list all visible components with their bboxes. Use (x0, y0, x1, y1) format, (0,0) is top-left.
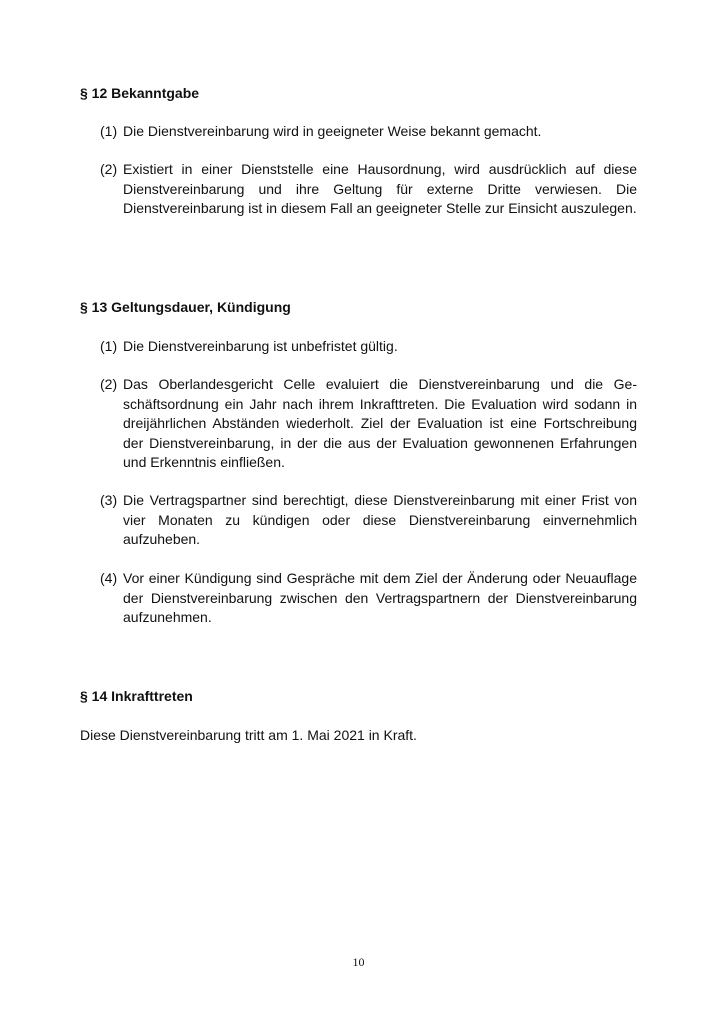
section-14-heading: § 14 Inkrafttreten (80, 688, 193, 704)
item-number: (1) (100, 123, 118, 139)
item-text: Die Dienstvereinbarung wird in geeigneter Weise bekannt gemacht. (123, 123, 542, 139)
item-text: Existiert in einer Dienststelle eine Hausordnung, wird ausdrücklich auf diese Dienstvereinbarung und ihre Geltung für externe Dritte verwiesen. Die Dienstvereinbarung ist in diesem Fall an geeigneter Stelle zur Einsicht auszulegen. (123, 161, 637, 217)
section-12-item-2 (100, 160, 637, 219)
item-number: (2) (100, 161, 118, 177)
section-13-item-3 (100, 491, 637, 550)
section-13-item-4 (100, 569, 637, 628)
item-text: Die Dienstvereinbarung ist unbefristet gültig. (123, 338, 398, 354)
section-12-item-1 (100, 122, 637, 142)
section-13-item-2 (100, 375, 637, 473)
page-number: 10 (352, 955, 365, 969)
section-13-item-1 (100, 337, 637, 357)
item-text: Vor einer Kündigung sind Gespräche mit dem Ziel der Änderung oder Neuauflage der Dienstvereinbarung zwischen den Vertragspartnern der Dienstvereinbarung aufzunehmen. (123, 570, 637, 626)
item-number: (4) (100, 570, 118, 586)
item-text: Das Oberlandesgericht Celle evaluiert die Dienstvereinbarung und die Geschäftsordnung ein Jahr nach ihrem Inkrafttreten. Die Evaluation wird sodann in dreijährlichen Abständen wiederholt. Ziel der Evaluation ist eine Fortschreibung der Dienstvereinbarung, in der die aus der Evaluation gewonnenen Erfahrungen und Erkenntnis einfließen. (123, 376, 637, 471)
item-number: (3) (100, 492, 118, 508)
item-number: (1) (100, 338, 118, 354)
section-12-heading: § 12 Bekanntgabe (80, 85, 200, 101)
item-number: (2) (100, 376, 118, 392)
item-text: Die Vertragspartner sind berechtigt, diese Dienstvereinbarung mit einer Frist von vier Monaten zu kündigen oder diese Dienstvereinbarung einvernehmlich aufzuheben. (123, 492, 637, 548)
section-14-text: Diese Dienstvereinbarung tritt am 1. Mai 2021 in Kraft. (80, 727, 417, 743)
section-13-heading: § 13 Geltungsdauer, Kündigung (80, 299, 291, 315)
